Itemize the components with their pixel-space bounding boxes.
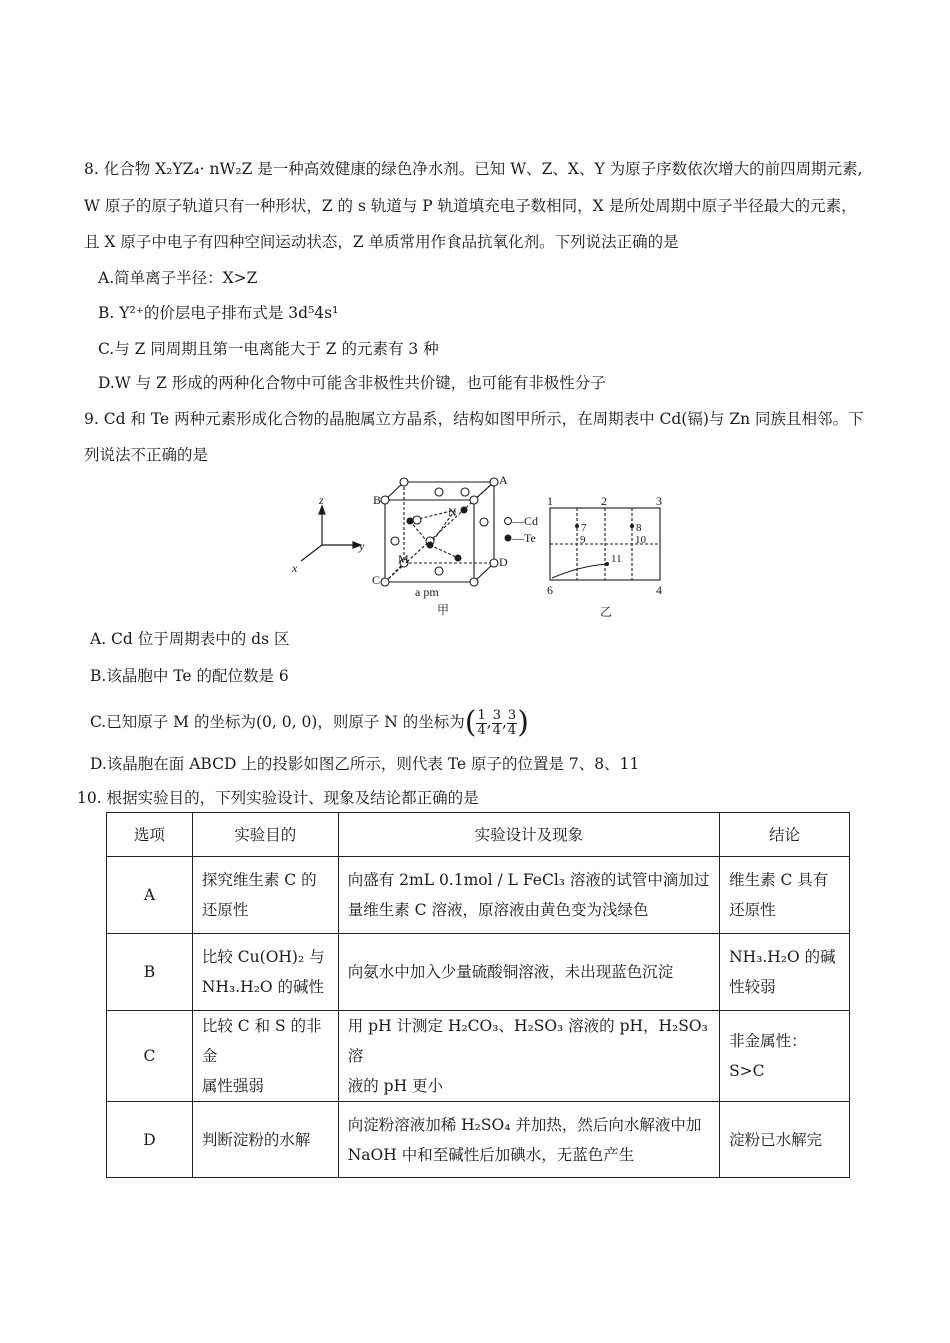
q8-stem-line-3: 且 X 原子中电子有四种空间运动状态，Z 单质常用作食品抗氧化剂。下列说法正确的是 bbox=[84, 233, 679, 251]
edge-length-label: a pm bbox=[415, 585, 439, 599]
legend-cd-icon bbox=[505, 518, 512, 525]
coord-fraction-x: $\frac{1}{4}$ bbox=[477, 707, 486, 738]
vertex-c-label: C bbox=[372, 573, 381, 587]
header-design: 实验设计及现象 bbox=[338, 813, 719, 857]
grid-label-8: 8 bbox=[636, 522, 642, 534]
q9-option-c-text: C.已知原子 M 的坐标为(0, 0, 0)，则原子 N 的坐标为 bbox=[90, 713, 465, 731]
row-a-conclusion: 维生素 C 具有 还原性 bbox=[720, 857, 850, 934]
crystal-figure bbox=[285, 470, 705, 620]
axis-x-label: x bbox=[292, 561, 298, 575]
q9-option-c: C.已知原子 M 的坐标为(0, 0, 0)，则原子 N 的坐标为( $\frac{1}{4}$ , $\frac{3}{4}$ , $\frac{3}{4}$ ) bbox=[90, 705, 529, 740]
legend-te-icon bbox=[505, 535, 512, 542]
row-a-option: A bbox=[107, 857, 193, 934]
grid-label-9: 9 bbox=[580, 534, 586, 546]
q9-option-a: A. Cd 位于周期表中的 ds 区 bbox=[90, 630, 290, 648]
grid-label-7: 7 bbox=[581, 522, 587, 534]
atom-m-label: M bbox=[398, 552, 409, 566]
figure-caption-yi: 乙 bbox=[600, 605, 613, 619]
row-b-purpose: 比较 Cu(OH)₂ 与 NH₃.H₂O 的碱性 bbox=[192, 934, 338, 1011]
q8-option-c: C.与 Z 同周期且第一电离能大于 Z 的元素有 3 种 bbox=[98, 340, 439, 358]
q8-option-d: D.W 与 Z 形成的两种化合物中可能含非极性共价键，也可能有非极性分子 bbox=[98, 374, 606, 392]
vertex-a-label: A bbox=[499, 473, 508, 487]
atom-n-label: N bbox=[448, 505, 457, 519]
row-d-purpose: 判断淀粉的水解 bbox=[192, 1102, 338, 1178]
row-b-conclusion: NH₃.H₂O 的碱 性较弱 bbox=[720, 934, 850, 1011]
q10-stem: 10. 根据实验目的，下列实验设计、现象及结论都正确的是 bbox=[77, 789, 479, 807]
header-conclusion: 结论 bbox=[720, 813, 850, 857]
q8-option-b: B. Y²⁺的价层电子排布式是 3d⁵4s¹ bbox=[98, 304, 339, 322]
row-b-design: 向氨水中加入少量硫酸铜溶液，未出现蓝色沉淀 bbox=[338, 934, 719, 1011]
row-a-purpose: 探究维生素 C 的 还原性 bbox=[192, 857, 338, 934]
coord-fraction-z: $\frac{3}{4}$ bbox=[507, 707, 517, 738]
row-b-option: B bbox=[107, 934, 193, 1011]
table-row bbox=[107, 1102, 850, 1178]
grid-label-11: 11 bbox=[611, 553, 622, 565]
left-paren: ( bbox=[464, 705, 477, 740]
axis-z-label: z bbox=[319, 493, 324, 507]
figure-caption-jia: 甲 bbox=[437, 603, 450, 617]
row-c-option: C bbox=[107, 1011, 193, 1102]
vertex-d-label: D bbox=[499, 555, 508, 569]
right-paren: ) bbox=[517, 705, 529, 740]
q9-option-d: D.该晶胞在面 ABCD 上的投影如图乙所示，则代表 Te 原子的位置是 7、8、11 bbox=[90, 755, 640, 773]
axis-y-label: y bbox=[359, 539, 365, 553]
row-d-conclusion: 淀粉已水解完 bbox=[720, 1102, 850, 1178]
q8-option-a: A.简单离子半径：X>Z bbox=[98, 269, 258, 287]
grid-label-10: 10 bbox=[635, 534, 646, 546]
row-a-design: 向盛有 2mL 0.1mol / L FeCl₃ 溶液的试管中滴加过 量维生素 C 溶液，原溶液由黄色变为浅绿色 bbox=[338, 857, 719, 934]
row-c-design: 用 pH 计测定 H₂CO₃、H₂SO₃ 溶液的 pH，H₂SO₃ 溶 液的 pH 更小 bbox=[338, 1011, 719, 1102]
table-row bbox=[107, 1011, 850, 1102]
row-c-conclusion: 非金属性：S>C bbox=[720, 1011, 850, 1102]
coord-fraction-y: $\frac{3}{4}$ bbox=[492, 707, 501, 738]
experiment-table bbox=[106, 812, 850, 1178]
row-d-option: D bbox=[107, 1102, 193, 1178]
grid-label-4: 4 bbox=[656, 583, 662, 597]
table-header-row bbox=[107, 813, 850, 857]
legend-cd-label: —Cd bbox=[512, 514, 539, 528]
q8-stem-line-1: 8. 化合物 X₂YZ₄· nW₂Z 是一种高效健康的绿色净水剂。已知 W、Z、X、Y 为原子序数依次增大的前四周期元素, bbox=[84, 160, 863, 178]
header-purpose: 实验目的 bbox=[192, 813, 338, 857]
legend-te-label: —Te bbox=[512, 531, 536, 545]
axis-icon bbox=[301, 506, 361, 561]
table-row bbox=[107, 857, 850, 934]
row-c-purpose: 比较 C 和 S 的非金 属性强弱 bbox=[192, 1011, 338, 1102]
q8-stem-line-2: W 原子的原子轨道只有一种形状，Z 的 s 轨道与 P 轨道填充电子数相同，X 是所处周期中原子半径最大的元素， bbox=[84, 197, 857, 215]
grid-label-2: 2 bbox=[601, 494, 607, 508]
vertex-b-label: B bbox=[373, 493, 382, 507]
q9-option-b: B.该晶胞中 Te 的配位数是 6 bbox=[90, 667, 289, 685]
table-row bbox=[107, 934, 850, 1011]
grid-label-6: 6 bbox=[547, 583, 553, 597]
row-d-design: 向淀粉溶液加稀 H₂SO₄ 并加热，然后向水解液中加 NaOH 中和至碱性后加碘水，无蓝色产生 bbox=[338, 1102, 719, 1178]
grid-label-3: 3 bbox=[656, 494, 662, 508]
grid-label-1: 1 bbox=[547, 494, 553, 508]
q9-stem-line-2: 列说法不正确的是 bbox=[84, 446, 209, 464]
header-option: 选项 bbox=[107, 813, 193, 857]
q9-stem-line-1: 9. Cd 和 Te 两种元素形成化合物的晶胞属立方晶系，结构如图甲所示，在周期表中 Cd(镉)与 Zn 同族且相邻。下 bbox=[84, 410, 864, 428]
